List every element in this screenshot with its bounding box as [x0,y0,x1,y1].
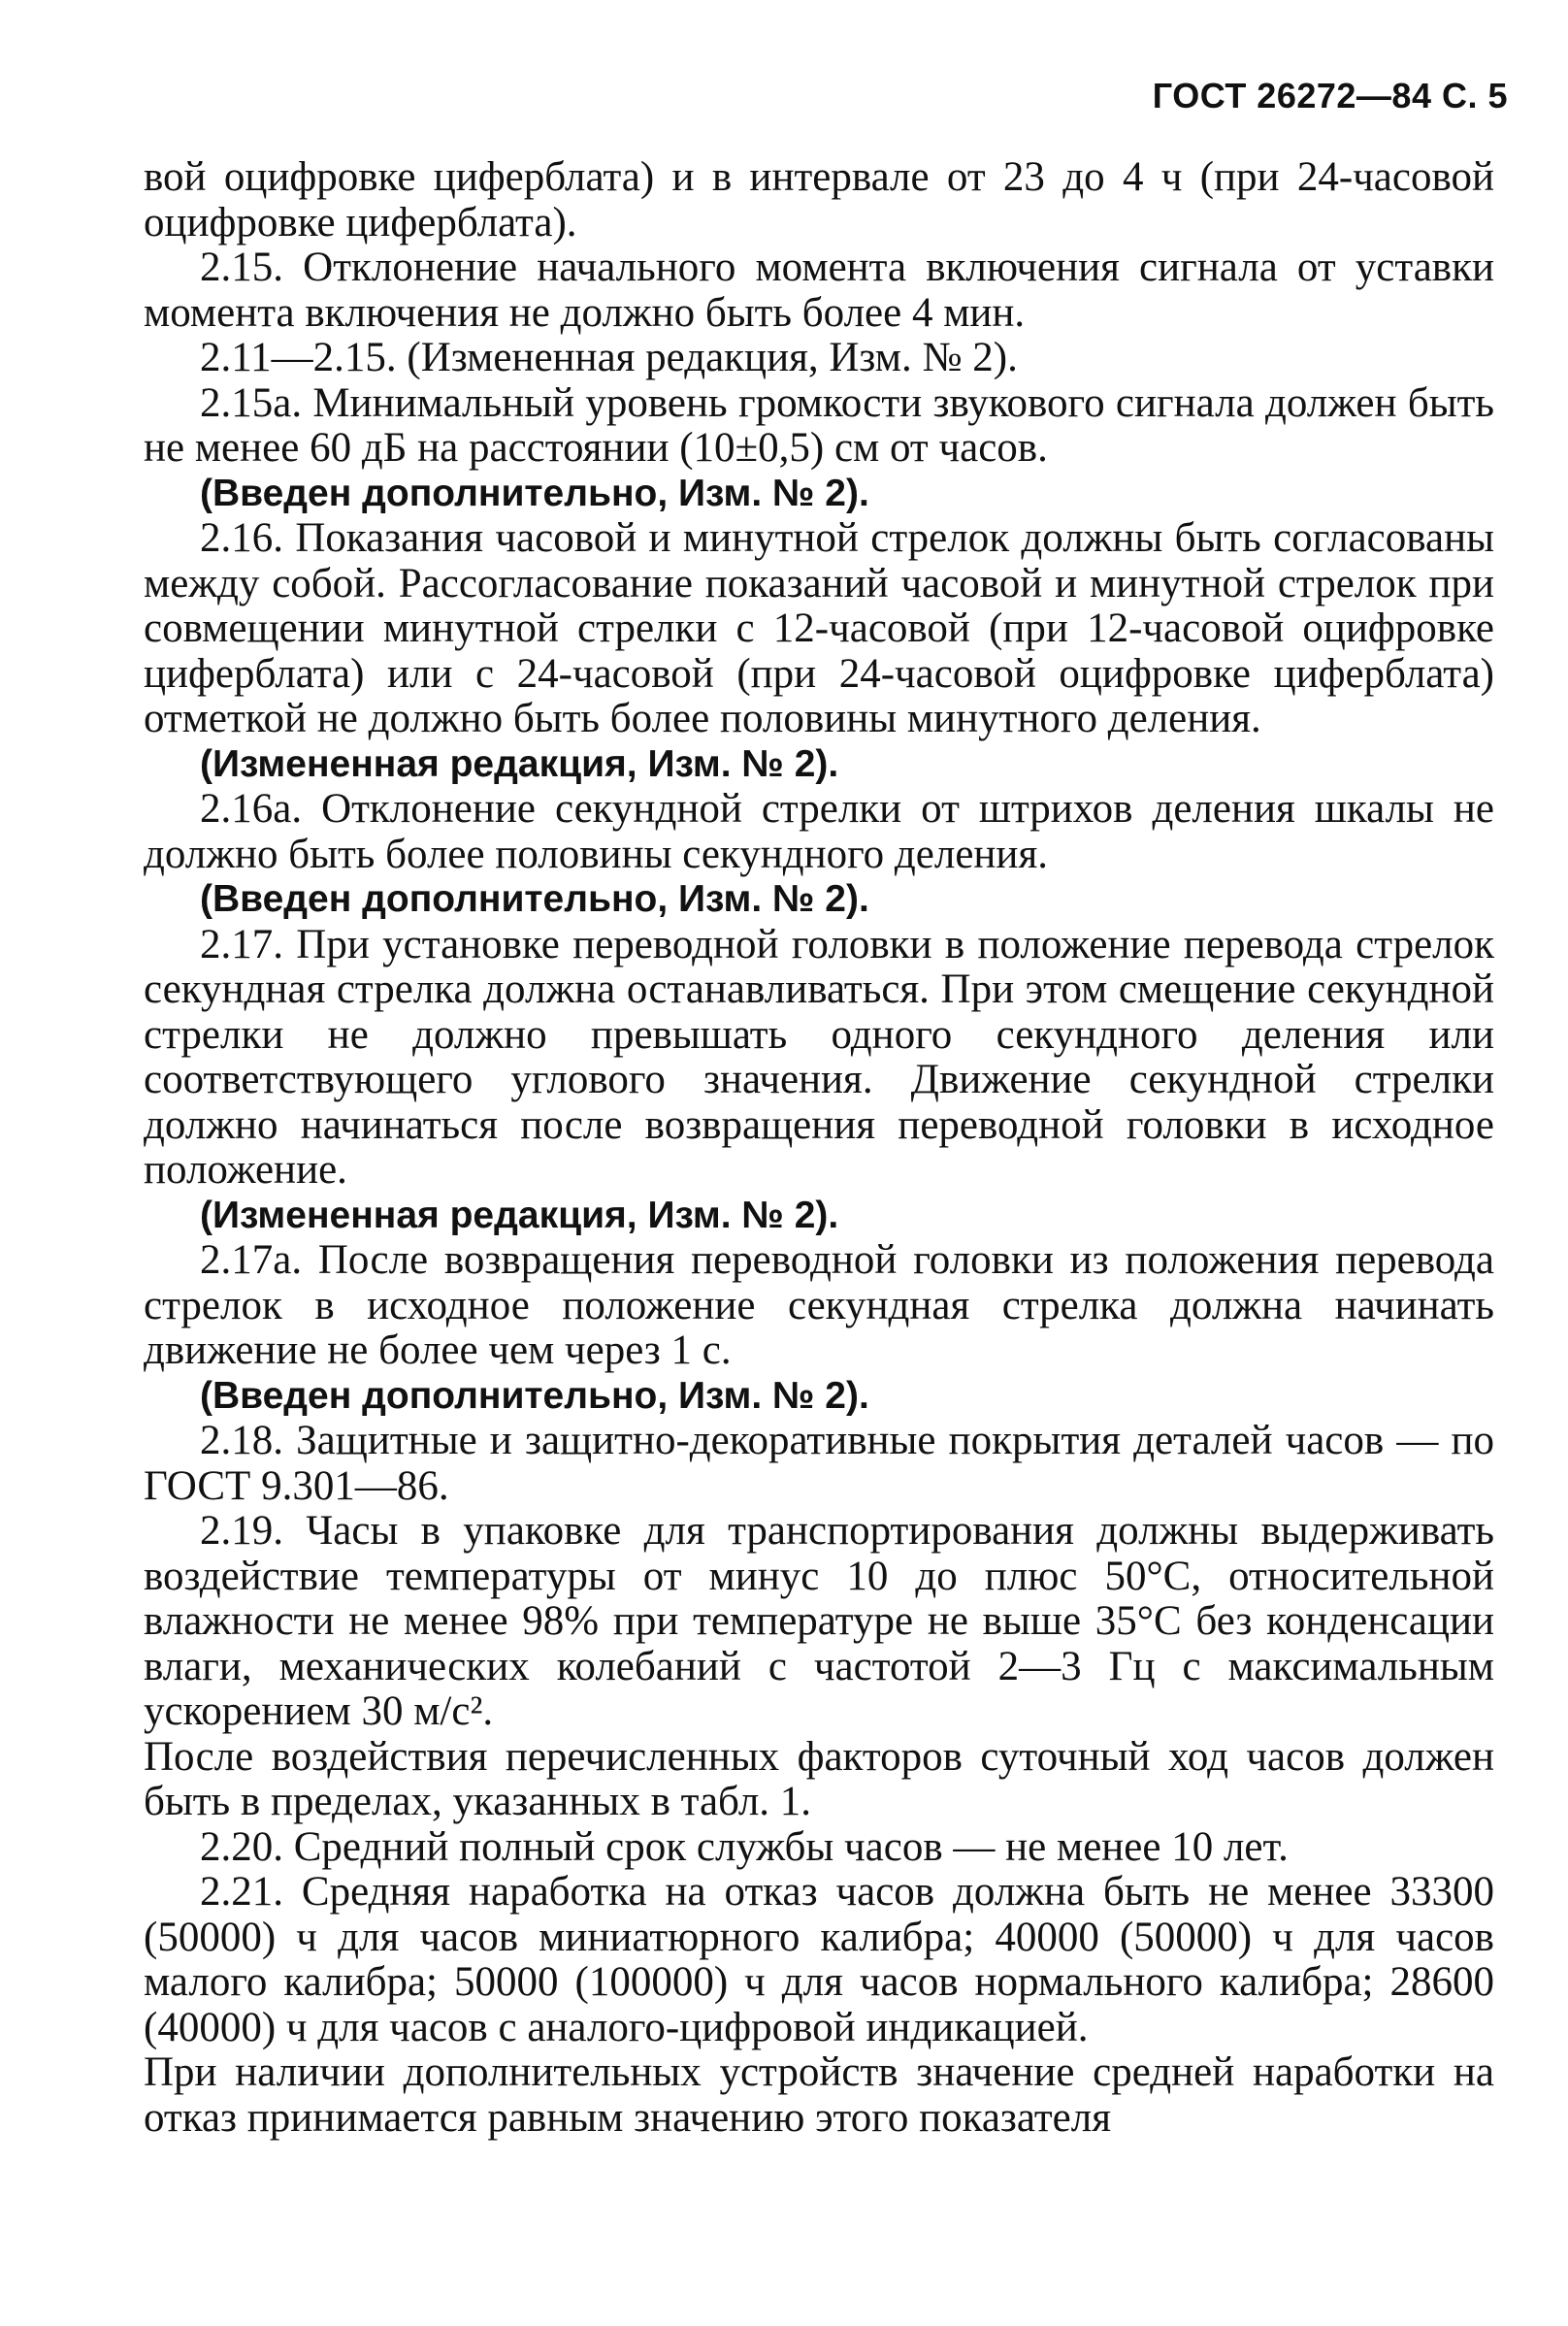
amendment-note-2-11-2-15: 2.11—2.15. (Измененная редакция, Изм. № 2). [200,335,1018,380]
clause-2-15: 2.15. Отклонение начального момента включения сигнала от уставки момента включения не должно быть более 4 мин. [144,245,1494,336]
amendment-note: (Измененная редакция, Изм. № 2). [200,1194,839,1236]
clause-2-20: 2.20. Средний полный срок службы часов — не менее 10 лет. [200,1823,1289,1870]
clause-2-16a: 2.16а. Отклонение секундной стрелки от штрихов деления шкалы не должно быть более половины секундного деления. [144,786,1494,877]
clause-2-19: 2.19. Часы в упаковке для транспортирования должны выдерживать воздействие температуры от минус 10 до плюс 50°С, относительной влажности не менее 98% при температуре не выше 35°С без конденсации влаги, механических колебаний с частотой 2—3 Гц с максимальным ускорением 30 м/с². [144,1508,1494,1734]
clause-2-18: 2.18. Защитные и защитно-декоративные покрытия деталей часов — по ГОСТ 9.301—86. [144,1418,1494,1509]
paragraph-after-2-19: После воздействия перечисленных факторов суточный ход часов должен быть в пределах, указанных в табл. 1. [144,1733,1494,1824]
document-body [144,155,1494,2141]
amendment-note: (Введен дополнительно, Изм. № 2). [200,878,869,920]
clause-2-16: 2.16. Показания часовой и минутной стрелок должны быть согласованы между собой. Рассогласование показаний часовой и минутной стрелок при совмещении минутной стрелки с 12-часовой (при 12-часовой оцифровке циферблата) или с 24-часовой (при 24-часовой оцифровке циферблата) отметкой не должно быть более половины минутного деления. [144,515,1494,741]
clause-2-17a: 2.17а. После возвращения переводной головки из положения перевода стрелок в исходное положение секундная стрелка должна начинать движение не более чем через 1 с. [144,1237,1494,1373]
page-header: ГОСТ 26272—84 С. 5 [1152,76,1508,115]
clause-2-17: 2.17. При установке переводной головки в положение перевода стрелок секундная стрелка должна останавливаться. При этом смещение секундной стрелки не должно превышать одного секундного деления или соответствующего углового значения. Движение секундной стрелки должно начинаться после возвращения переводной головки в исходное положение. [144,921,1494,1193]
amendment-note: (Введен дополнительно, Изм. № 2). [200,472,869,514]
paragraph-after-2-21: При наличии дополнительных устройств значение средней наработки на отказ принимается равным значению этого показателя [144,2049,1494,2141]
amendment-note: (Введен дополнительно, Изм. № 2). [200,1374,869,1417]
clause-2-21: 2.21. Средняя наработка на отказ часов должна быть не менее 33300 (50000) ч для часов миниатюрного калибра; 40000 (50000) ч для часов малого калибра; 50000 (100000) ч для часов нормального калибра; 28600 (40000) ч для часов с аналого-цифровой индикацией. [144,1869,1494,2050]
clause-2-15a: 2.15а. Минимальный уровень громкости звукового сигнала должен быть не менее 60 дБ на расстоянии (10±0,5) см от часов. [144,379,1494,471]
paragraph-continuation: вой оцифровке циферблата) и в интервале от 23 до 4 ч (при 24-часовой оцифровке циферблата). [144,154,1494,246]
amendment-note: (Измененная редакция, Изм. № 2). [200,742,839,785]
